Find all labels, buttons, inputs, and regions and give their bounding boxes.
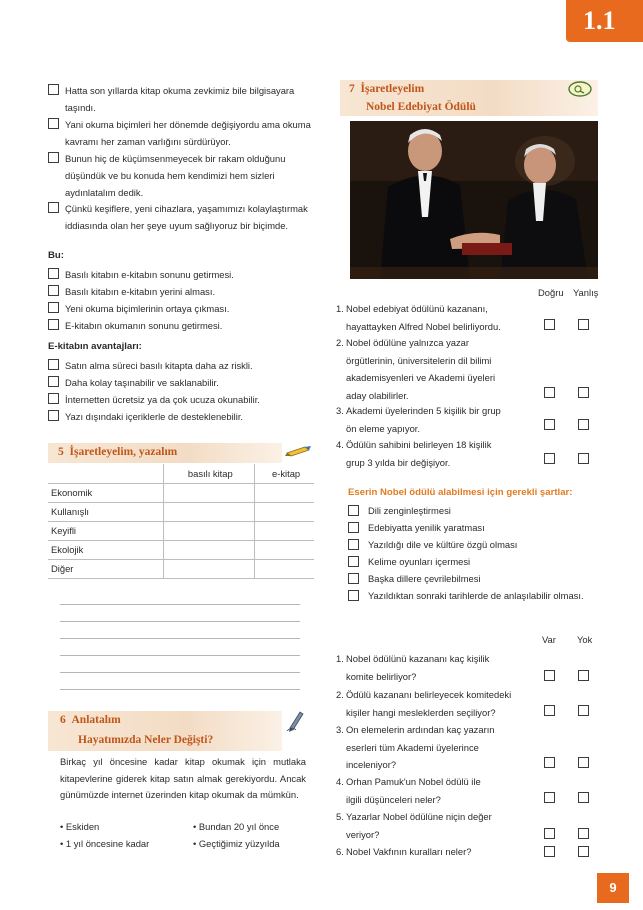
question-line: Ödülü kazananı belirleyecek komitedeki bbox=[346, 689, 512, 700]
statement-item bbox=[336, 334, 536, 404]
section-7-title-text: İşaretleyelim bbox=[360, 83, 425, 95]
statement-line: hayattayken Alfred Nobel belirliyordu. bbox=[346, 320, 501, 332]
row-label: Diğer bbox=[48, 559, 163, 578]
statement-line: ön eleme yapıyor. bbox=[346, 422, 421, 434]
table-corner-cell bbox=[48, 464, 163, 483]
checkbox[interactable] bbox=[48, 152, 59, 163]
page-number: 9 bbox=[597, 873, 629, 903]
table-cell[interactable] bbox=[255, 502, 314, 521]
list-item-text: Hatta son yıllarda kitap okuma zevkimiz bile bilgisayara taşındı. bbox=[65, 85, 295, 113]
bullet-item: • Eskiden bbox=[60, 821, 100, 832]
question-line: kişiler hangi mesleklerden seçiliyor? bbox=[346, 706, 496, 718]
question-number: 5. bbox=[336, 811, 344, 822]
condition-item[interactable] bbox=[348, 570, 481, 587]
table-row[interactable] bbox=[48, 521, 314, 540]
yanlis-checkbox[interactable] bbox=[578, 319, 589, 330]
statement-line: grup 3 yılda bir değişiyor. bbox=[346, 456, 451, 468]
question-line: komite belirliyor? bbox=[346, 670, 417, 682]
section-7-subtitle: Nobel Edebiyat Ödülü bbox=[366, 101, 476, 113]
condition-item[interactable] bbox=[348, 587, 606, 604]
question-item bbox=[336, 808, 536, 843]
option-item[interactable] bbox=[48, 317, 323, 334]
bullet-item: • Geçtiğimiz yüzyılda bbox=[193, 838, 280, 849]
table-row[interactable] bbox=[48, 559, 314, 578]
question-line: ilgili düşünceleri neler? bbox=[346, 793, 441, 805]
writing-line[interactable] bbox=[60, 638, 300, 639]
yanlis-checkbox[interactable] bbox=[578, 453, 589, 464]
bullet-text: 1 yıl öncesine kadar bbox=[65, 838, 150, 849]
unit-number: 1.1 bbox=[583, 6, 616, 35]
table-row[interactable] bbox=[48, 540, 314, 559]
writing-line[interactable] bbox=[60, 672, 300, 673]
question-number: 4. bbox=[336, 776, 344, 787]
writing-line[interactable] bbox=[60, 621, 300, 622]
section-5-number: 5 bbox=[58, 446, 64, 458]
condition-text: Edebiyatta yenilik yaratması bbox=[368, 522, 485, 533]
table-row[interactable] bbox=[48, 483, 314, 502]
question-line: veriyor? bbox=[346, 828, 380, 840]
row-label: Kullanışlı bbox=[48, 502, 163, 521]
col-header-yok: Yok bbox=[577, 634, 593, 645]
question-item bbox=[336, 686, 536, 721]
section-5-title bbox=[58, 446, 177, 458]
var-checkbox[interactable] bbox=[544, 828, 555, 839]
list-item-text: Yani okuma biçimleri her dönemde değişiyordu ama okuma kavramı her zaman varlığını sürdürüyor. bbox=[65, 119, 311, 147]
option-text: Basılı kitabın e-kitabın sonunu getirmesi. bbox=[65, 269, 234, 280]
section-6-title-text: Anlatalım bbox=[71, 714, 121, 726]
statement-line: örgütlerinin, üniversitelerin dil bilimi bbox=[346, 354, 492, 366]
table-cell[interactable] bbox=[255, 521, 314, 540]
list-item-text: Bunun hiç de küçümsenmeyecek bir rakam olduğunu düşündük ve bu konuda hem kendimizi hem sizleri aydınlatalım dedik. bbox=[65, 153, 286, 198]
row-label: Ekolojik bbox=[48, 540, 163, 559]
checkbox[interactable] bbox=[348, 539, 359, 550]
bullet-item: • 1 yıl öncesine kadar bbox=[60, 838, 150, 849]
bu-heading: Bu: bbox=[48, 250, 64, 261]
list-item-text: Çünkü keşiflere, yeni cihazlara, yaşamımızı kolaylaştırmak iddiasında olan her şeye uyum sağlıyoruz bir biçimde. bbox=[65, 203, 308, 231]
statement-item bbox=[336, 300, 536, 335]
pen-icon bbox=[286, 708, 306, 732]
option-item[interactable] bbox=[48, 374, 323, 391]
section-6-subtitle: Hayatımızda Neler Değişti? bbox=[78, 734, 214, 746]
row-label: Keyifli bbox=[48, 521, 163, 540]
condition-text: Yazıldığı dile ve kültüre özgü olması bbox=[368, 539, 518, 550]
row-label: Ekonomik bbox=[48, 483, 163, 502]
condition-item[interactable] bbox=[348, 553, 470, 570]
yok-checkbox[interactable] bbox=[578, 828, 589, 839]
statement-line: akademisyenleri ve Akademi üyeleri bbox=[346, 372, 496, 383]
checkbox[interactable] bbox=[48, 410, 59, 421]
award-ceremony-photo bbox=[350, 121, 598, 279]
table-header-row bbox=[48, 464, 314, 483]
checkbox[interactable] bbox=[48, 202, 59, 213]
checkbox[interactable] bbox=[48, 84, 59, 95]
yok-checkbox[interactable] bbox=[578, 757, 589, 768]
option-text: Basılı kitabın e-kitabın yerini alması. bbox=[65, 286, 216, 297]
question-line: Nobel ödülünü kazananı kaç kişilik bbox=[346, 653, 490, 664]
statement-number: 3. bbox=[336, 405, 344, 416]
statement-number: 4. bbox=[336, 439, 344, 450]
section-6-number: 6 bbox=[60, 714, 66, 726]
var-checkbox[interactable] bbox=[544, 705, 555, 716]
question-item bbox=[336, 843, 536, 861]
option-item[interactable] bbox=[48, 357, 323, 374]
column-header: e-kitap bbox=[255, 464, 314, 483]
condition-text: Kelime oyunları içermesi bbox=[368, 556, 471, 567]
bullet-text: Geçtiğimiz yüzyılda bbox=[198, 838, 280, 849]
dogru-checkbox[interactable] bbox=[544, 387, 555, 398]
condition-item[interactable] bbox=[348, 502, 451, 519]
checkbox[interactable] bbox=[48, 393, 59, 404]
list-item[interactable] bbox=[48, 116, 323, 150]
option-text: E-kitabın okumanın sonunu getirmesi. bbox=[65, 320, 223, 331]
bullet-item: • Bundan 20 yıl önce bbox=[193, 821, 280, 832]
question-line: Yazarlar Nobel ödülüne niçin değer bbox=[346, 811, 492, 822]
statement-item bbox=[336, 436, 536, 471]
writing-line[interactable] bbox=[60, 655, 300, 656]
question-item bbox=[336, 650, 536, 685]
section-7-number: 7 bbox=[349, 83, 355, 95]
statement-line: Nobel ödülüne yalnızca yazar bbox=[346, 337, 469, 348]
checkbox[interactable] bbox=[48, 359, 59, 370]
table-cell[interactable] bbox=[255, 559, 314, 578]
checkbox[interactable] bbox=[48, 118, 59, 129]
table-cell[interactable] bbox=[255, 483, 314, 502]
question-number: 6. bbox=[336, 846, 344, 857]
question-number: 1. bbox=[336, 653, 344, 664]
table-cell[interactable] bbox=[163, 540, 255, 559]
question-line: inceleniyor? bbox=[346, 759, 397, 770]
statement-number: 1. bbox=[336, 303, 344, 314]
table-row[interactable] bbox=[48, 502, 314, 521]
checkbox[interactable] bbox=[48, 268, 59, 279]
question-item bbox=[336, 721, 536, 774]
option-item[interactable] bbox=[48, 391, 323, 408]
var-checkbox[interactable] bbox=[544, 846, 555, 857]
yok-checkbox[interactable] bbox=[578, 670, 589, 681]
col-header-yanlis: Yanlış bbox=[573, 287, 599, 298]
list-item[interactable] bbox=[48, 82, 323, 116]
question-number: 3. bbox=[336, 724, 344, 735]
option-text: Yazı dışındaki içeriklerle de desteklenebilir. bbox=[65, 411, 244, 422]
table-cell[interactable] bbox=[163, 502, 255, 521]
dogru-checkbox[interactable] bbox=[544, 319, 555, 330]
table-cell[interactable] bbox=[163, 559, 255, 578]
question-line: eserleri tüm Akademi üyelerince bbox=[346, 741, 479, 753]
table-cell[interactable] bbox=[255, 540, 314, 559]
checkbox[interactable] bbox=[48, 302, 59, 313]
yok-checkbox[interactable] bbox=[578, 846, 589, 857]
condition-text: Dili zenginleştirmesi bbox=[368, 505, 451, 516]
option-text: Yeni okuma biçimlerinin ortaya çıkması. bbox=[65, 303, 230, 314]
condition-text: Yazıldıktan sonraki tarihlerde de anlaşılabilir olması. bbox=[368, 590, 584, 601]
checkbox[interactable] bbox=[348, 590, 359, 601]
yok-checkbox[interactable] bbox=[578, 792, 589, 803]
checkbox[interactable] bbox=[348, 522, 359, 533]
option-item[interactable] bbox=[48, 300, 323, 317]
magnifier-icon bbox=[567, 80, 593, 98]
section-6-title bbox=[60, 714, 121, 726]
bullet-text: Bundan 20 yıl önce bbox=[198, 821, 280, 832]
checkbox[interactable] bbox=[348, 556, 359, 567]
checkbox[interactable] bbox=[48, 376, 59, 387]
condition-text: Başka dillere çevrilebilmesi bbox=[368, 573, 481, 584]
condition-item[interactable] bbox=[348, 536, 517, 553]
option-item[interactable] bbox=[48, 266, 323, 283]
option-text: Daha kolay taşınabilir ve saklanabilir. bbox=[65, 377, 219, 388]
checkbox[interactable] bbox=[348, 505, 359, 516]
list-item[interactable] bbox=[48, 200, 323, 234]
statement-item bbox=[336, 402, 536, 437]
section-5-title-text: İşaretleyelim, yazalım bbox=[69, 446, 178, 458]
comparison-table bbox=[48, 464, 314, 579]
list-item[interactable] bbox=[48, 150, 323, 201]
statement-line: Akademi üyelerinden 5 kişilik bir grup bbox=[346, 405, 501, 416]
writing-line[interactable] bbox=[60, 604, 300, 605]
question-number: 2. bbox=[336, 689, 344, 700]
checkbox[interactable] bbox=[348, 573, 359, 584]
statement-number: 2. bbox=[336, 337, 344, 348]
writing-line[interactable] bbox=[60, 689, 300, 690]
option-item[interactable] bbox=[48, 283, 323, 300]
pencil-icon bbox=[285, 444, 313, 458]
section-6-paragraph: Birkaç yıl öncesine kadar kitap okumak için mutlaka kitapevlerine giderek kitap satın almak gerekiyordu. Ancak günümüzde internet üzerinden kitap okumak da mümkün. bbox=[60, 756, 306, 800]
section-7-title bbox=[349, 83, 424, 95]
var-checkbox[interactable] bbox=[544, 757, 555, 768]
table-cell[interactable] bbox=[163, 521, 255, 540]
bullet-text: Eskiden bbox=[65, 821, 100, 832]
option-text: İnternetten ücretsiz ya da çok ucuza okunabilir. bbox=[65, 394, 260, 405]
table-cell[interactable] bbox=[163, 483, 255, 502]
question-item bbox=[336, 773, 536, 808]
question-line: Nobel Vakfının kuralları neler? bbox=[346, 846, 472, 857]
yanlis-checkbox[interactable] bbox=[578, 419, 589, 430]
condition-item[interactable] bbox=[348, 519, 485, 536]
option-item[interactable] bbox=[48, 408, 323, 425]
question-line: On elemelerin ardından kaç yazarın bbox=[346, 724, 495, 735]
conditions-title: Eserin Nobel ödülü alabilmesi için gerekli şartlar: bbox=[348, 487, 573, 498]
question-line: Orhan Pamuk'un Nobel ödülü ile bbox=[346, 776, 481, 787]
var-checkbox[interactable] bbox=[544, 670, 555, 681]
checkbox[interactable] bbox=[48, 285, 59, 296]
statement-line: Ödülün sahibini belirleyen 18 kişilik bbox=[346, 439, 492, 450]
checkbox[interactable] bbox=[48, 319, 59, 330]
dogru-checkbox[interactable] bbox=[544, 419, 555, 430]
unit-tab bbox=[566, 0, 643, 42]
yanlis-checkbox[interactable] bbox=[578, 387, 589, 398]
var-checkbox[interactable] bbox=[544, 792, 555, 803]
dogru-checkbox[interactable] bbox=[544, 453, 555, 464]
col-header-var: Var bbox=[542, 634, 556, 645]
option-text: Satın alma süreci basılı kitapta daha az riskli. bbox=[65, 360, 253, 371]
column-header: basılı kitap bbox=[163, 464, 255, 483]
statement-line: Nobel edebiyat ödülünü kazananı, bbox=[346, 303, 488, 314]
yok-checkbox[interactable] bbox=[578, 705, 589, 716]
statement-line: aday olabilirler. bbox=[346, 389, 409, 401]
col-header-dogru: Doğru bbox=[538, 287, 564, 298]
advantages-heading: E-kitabın avantajları: bbox=[48, 341, 142, 352]
